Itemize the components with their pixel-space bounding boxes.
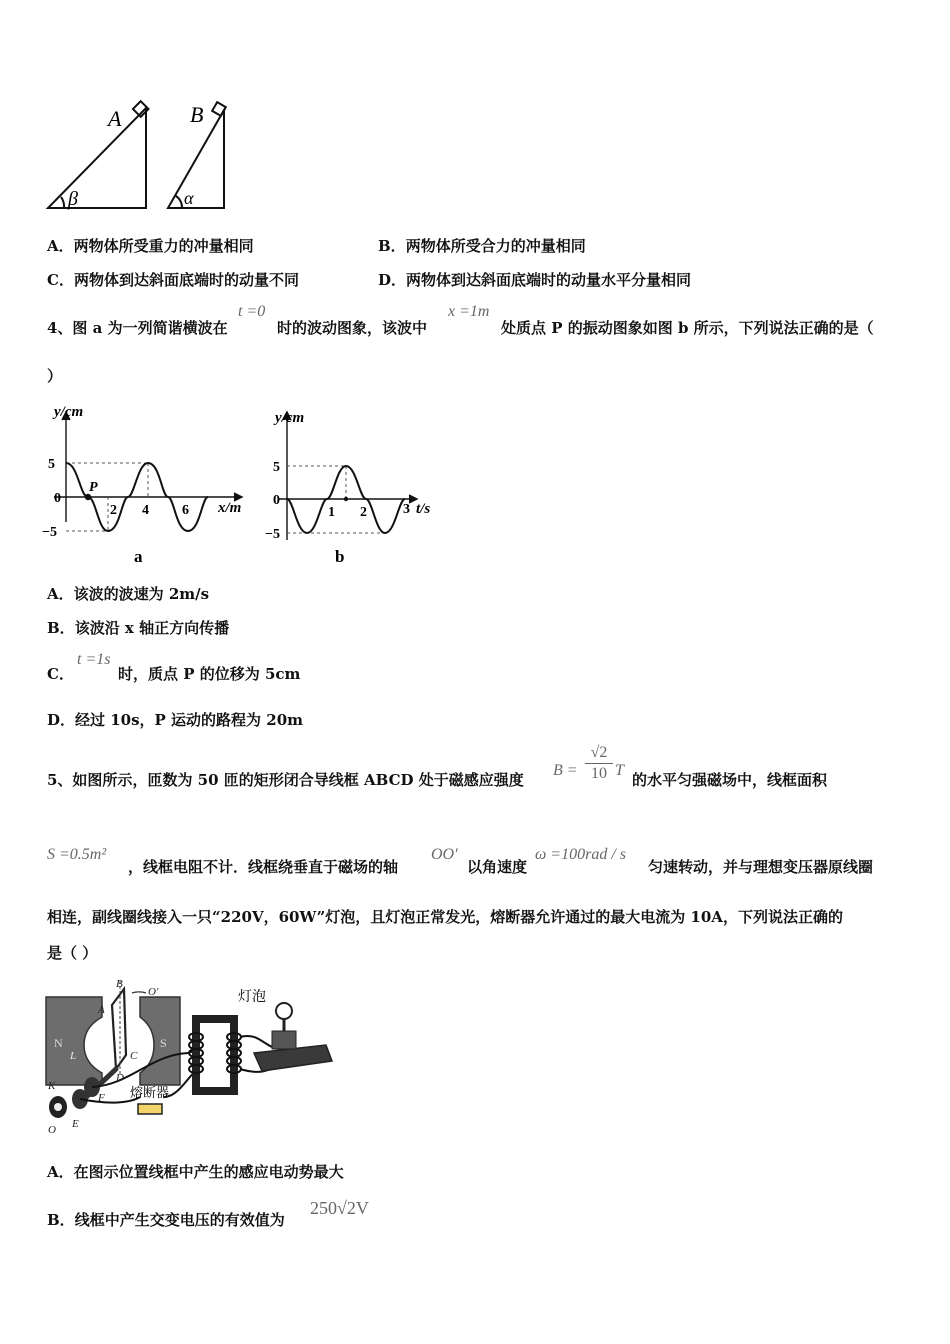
label-a: A bbox=[108, 106, 122, 131]
label-b: B bbox=[190, 102, 204, 127]
fuse-label: 熔断器 bbox=[130, 1085, 170, 1100]
q4-stem-part2: 时的波动图象，该波中 bbox=[277, 319, 428, 337]
q5-fraction bbox=[585, 743, 613, 784]
xlabel-a: x/m bbox=[218, 500, 242, 516]
svg-text:D: D bbox=[116, 1072, 124, 1084]
q5-stem-part4: 以角速度 bbox=[467, 858, 528, 876]
q3-option-a[interactable]: A．两物体所受重力的冲量相同 bbox=[47, 237, 254, 255]
q4-option-a[interactable]: A．该波的波速为 2m/s bbox=[47, 585, 210, 603]
caption-b: b bbox=[335, 547, 345, 566]
q4-math-t0: t =0 bbox=[238, 303, 266, 320]
q5-math-t: T bbox=[615, 762, 624, 779]
xtick-a-6: 6 bbox=[182, 503, 189, 518]
q3-option-b[interactable]: B．两物体所受合力的冲量相同 bbox=[378, 237, 586, 255]
q5-math-b: B = bbox=[553, 762, 578, 779]
q4-stem-close: ） bbox=[47, 367, 63, 385]
q5-option-b-math: 250√2V bbox=[310, 1198, 369, 1218]
q5-stem-part5: 匀速转动，并与理想变压器原线圈 bbox=[648, 858, 874, 876]
svg-text:E: E bbox=[72, 1118, 79, 1130]
vibration-graph-b bbox=[265, 400, 450, 570]
angle-beta: β bbox=[68, 188, 78, 210]
bulb-label: 灯泡 bbox=[238, 990, 266, 1005]
xlabel-b: t/s bbox=[416, 501, 431, 517]
svg-text:B: B bbox=[116, 978, 123, 990]
q5-option-a[interactable]: A．在图示位置线框中产生的感应电动势最大 bbox=[47, 1163, 344, 1181]
ytick-b-5: 5 bbox=[273, 460, 280, 475]
svg-text:K: K bbox=[48, 1080, 56, 1092]
fuse bbox=[138, 1104, 162, 1114]
q4-stem-part1: 4、图 a 为一列简谐横波在 bbox=[47, 319, 228, 337]
fraction-numerator: √2 bbox=[585, 743, 613, 764]
q5-option-b[interactable]: B．线框中产生交变电压的有效值为 bbox=[47, 1211, 285, 1229]
t1-marker bbox=[344, 497, 348, 501]
q5-math-omega: ω =100rad / s bbox=[535, 846, 626, 863]
q4-math-x: x =1m bbox=[448, 303, 490, 320]
xtick-b-2: 2 bbox=[360, 505, 367, 520]
q5-math-s: S =0.5m² bbox=[47, 846, 107, 863]
ytick-b-0: 0 bbox=[273, 493, 280, 508]
xtick-a-4: 4 bbox=[142, 503, 149, 518]
q4-option-c-math: t =1s bbox=[77, 651, 111, 668]
q5-stem-part1: 5、如图所示，匝数为 50 匝的矩形闭合导线框 ABCD 处于磁感应强度 bbox=[47, 771, 524, 789]
svg-text:A: A bbox=[98, 1004, 105, 1016]
svg-text:S: S bbox=[160, 1036, 167, 1050]
ytick-a-neg5: −5 bbox=[42, 525, 57, 540]
q5-stem-part2: 的水平匀强磁场中，线框面积 bbox=[632, 771, 828, 789]
ylabel-b: y/cm bbox=[275, 410, 305, 426]
bulb bbox=[276, 1003, 292, 1019]
ytick-a-5: 5 bbox=[48, 457, 55, 472]
ytick-b-neg5: −5 bbox=[265, 527, 280, 542]
q4-option-d[interactable]: D．经过 10s，P 运动的路程为 20m bbox=[47, 711, 304, 729]
q5-stem-line3: 相连，副线圈线接入一只“220V，60W”灯泡，且灯泡正常发光，熔断器允许通过的最大电流为 10A，下列说法正确的 bbox=[47, 908, 843, 926]
point-p-label: P bbox=[89, 480, 98, 495]
q5-stem-part3: ，线框电阻不计．线框绕垂直于磁场的轴 bbox=[128, 858, 399, 876]
xtick-b-3: 3 bbox=[403, 502, 410, 517]
ytick-a-0: 0 bbox=[54, 491, 61, 506]
svg-text:O: O bbox=[48, 1124, 56, 1136]
ylabel-a: y/cm bbox=[54, 404, 84, 420]
generator-figure bbox=[40, 975, 340, 1140]
svg-text:F: F bbox=[98, 1092, 105, 1104]
incline-figure bbox=[40, 98, 240, 213]
xtick-b-1: 1 bbox=[328, 505, 335, 520]
q4-option-c-text: 时，质点 P 的位移为 5cm bbox=[118, 665, 301, 683]
xtick-a-2: 2 bbox=[110, 503, 117, 518]
q5-stem-line4: 是（ ） bbox=[47, 944, 98, 962]
q3-option-c[interactable]: C．两物体到达斜面底端时的动量不同 bbox=[47, 271, 299, 289]
q4-option-b[interactable]: B．该波沿 x 轴正方向传播 bbox=[47, 619, 230, 637]
q4-stem-part3: 处质点 P 的振动图象如图 b 所示，下列说法正确的是（ bbox=[501, 319, 874, 337]
svg-text:L: L bbox=[70, 1050, 77, 1062]
svg-text:O′: O′ bbox=[148, 986, 159, 998]
wave-graph-a bbox=[40, 400, 255, 570]
q3-option-d[interactable]: D．两物体到达斜面底端时的动量水平分量相同 bbox=[378, 271, 692, 289]
coil-frame bbox=[112, 989, 126, 1069]
q5-math-axis: OO′ bbox=[431, 846, 458, 863]
q4-option-c[interactable]: C． bbox=[47, 665, 74, 683]
svg-text:N: N bbox=[54, 1036, 63, 1050]
angle-alpha: α bbox=[184, 188, 194, 208]
svg-text:C: C bbox=[130, 1050, 138, 1062]
caption-a: a bbox=[134, 547, 143, 566]
fraction-denominator: 10 bbox=[591, 765, 607, 782]
